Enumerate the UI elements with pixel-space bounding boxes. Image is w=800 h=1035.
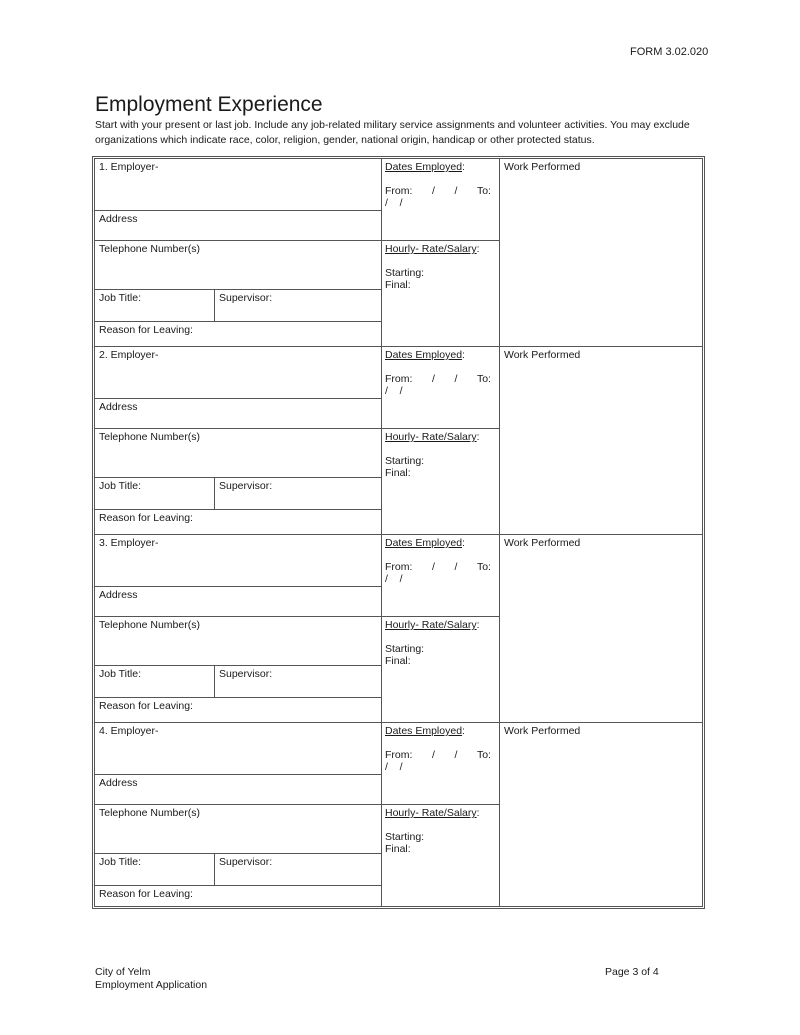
slash: / (399, 385, 403, 397)
reason-field[interactable] (95, 510, 382, 535)
telephone-label: Telephone Number(s) (99, 243, 200, 255)
address-field[interactable] (95, 775, 382, 805)
colon: : (476, 243, 480, 255)
slash: / (399, 573, 403, 585)
dates-employed-label: Dates Employed (385, 161, 463, 173)
address-field[interactable] (95, 211, 382, 241)
colon: : (462, 537, 465, 549)
employer-block-1 (95, 159, 702, 347)
job-title-label: Job Title: (99, 480, 142, 492)
slash: / (431, 561, 435, 573)
supervisor-label: Supervisor: (219, 668, 273, 680)
job-title-label: Job Title: (99, 668, 142, 680)
from-label: From: (385, 373, 413, 385)
employer-label: 2. Employer- (99, 349, 159, 361)
work-performed-label: Work Performed (504, 537, 581, 549)
reason-field[interactable] (95, 322, 382, 347)
slash: / (385, 385, 388, 397)
reason-field[interactable] (95, 698, 382, 723)
telephone-label: Telephone Number(s) (99, 619, 200, 631)
address-label: Address (99, 777, 138, 789)
slash: / (385, 761, 388, 773)
dates-employed-field[interactable] (382, 347, 500, 429)
final-label: Final: (385, 279, 411, 291)
final-label: Final: (385, 843, 411, 855)
starting-label: Starting: (385, 643, 425, 655)
hourly-label: Hourly- Rate/Salary (385, 243, 477, 255)
dates-employed-field[interactable] (382, 723, 500, 805)
work-performed-label: Work Performed (504, 349, 581, 361)
page-number: Page 3 of 4 (605, 966, 659, 978)
from-label: From: (385, 185, 413, 197)
supervisor-label: Supervisor: (219, 856, 273, 868)
job-title-field[interactable] (95, 478, 215, 510)
footer-org: City of Yelm (95, 966, 151, 978)
work-performed-label: Work Performed (504, 725, 581, 737)
employer-block-2 (95, 347, 702, 535)
employer-label: 3. Employer- (99, 537, 159, 549)
reason-label: Reason for Leaving: (99, 512, 193, 524)
date-slashes (385, 761, 495, 773)
colon: : (476, 431, 480, 443)
dates-employed-label: Dates Employed (385, 537, 463, 549)
page-title: Employment Experience (95, 93, 323, 116)
colon: : (462, 725, 465, 737)
address-field[interactable] (95, 587, 382, 617)
to-label: To: (476, 373, 491, 385)
from-label: From: (385, 749, 413, 761)
supervisor-field[interactable] (215, 290, 382, 322)
final-label: Final: (385, 467, 411, 479)
telephone-label: Telephone Number(s) (99, 431, 200, 443)
date-range (385, 373, 491, 385)
salary-field[interactable] (382, 241, 500, 347)
starting-label: Starting: (385, 455, 425, 467)
employer-block-3 (95, 535, 702, 723)
telephone-field[interactable] (95, 805, 382, 854)
colon: : (462, 349, 465, 361)
dates-employed-field[interactable] (382, 159, 500, 241)
telephone-field[interactable] (95, 617, 382, 666)
form-number: FORM 3.02.020 (630, 46, 709, 58)
slash: / (385, 197, 388, 209)
date-range (385, 185, 491, 197)
employer-field[interactable] (95, 347, 382, 399)
employer-label: 1. Employer- (99, 161, 159, 173)
salary-field[interactable] (382, 805, 500, 906)
reason-label: Reason for Leaving: (99, 888, 193, 900)
address-field[interactable] (95, 399, 382, 429)
hourly-label: Hourly- Rate/Salary (385, 807, 477, 819)
footer-doc: Employment Application (95, 979, 208, 991)
address-label: Address (99, 589, 138, 601)
employer-field[interactable] (95, 535, 382, 587)
to-label: To: (476, 749, 491, 761)
date-slashes (385, 573, 495, 585)
date-range (385, 561, 491, 573)
slash: / (385, 573, 388, 585)
telephone-label: Telephone Number(s) (99, 807, 200, 819)
supervisor-field[interactable] (215, 478, 382, 510)
job-title-field[interactable] (95, 666, 215, 698)
dates-employed-field[interactable] (382, 535, 500, 617)
employer-field[interactable] (95, 723, 382, 775)
reason-field[interactable] (95, 886, 382, 906)
job-title-label: Job Title: (99, 856, 142, 868)
final-label: Final: (385, 655, 411, 667)
supervisor-label: Supervisor: (219, 292, 273, 304)
work-performed-field[interactable] (500, 347, 702, 535)
colon: : (462, 161, 465, 173)
hourly-label: Hourly- Rate/Salary (385, 431, 477, 443)
job-title-label: Job Title: (99, 292, 142, 304)
work-performed-field[interactable] (500, 535, 702, 723)
from-label: From: (385, 561, 413, 573)
supervisor-label: Supervisor: (219, 480, 273, 492)
telephone-field[interactable] (95, 429, 382, 478)
date-range (385, 749, 491, 761)
work-performed-label: Work Performed (504, 161, 581, 173)
employer-block-4 (95, 723, 702, 906)
employment-table (92, 156, 705, 909)
starting-label: Starting: (385, 267, 425, 279)
address-label: Address (99, 401, 138, 413)
footer-left (95, 966, 207, 992)
slash: / (454, 749, 458, 761)
colon: : (476, 807, 480, 819)
reason-label: Reason for Leaving: (99, 700, 193, 712)
hourly-label: Hourly- Rate/Salary (385, 619, 477, 631)
supervisor-field[interactable] (215, 854, 382, 886)
dates-employed-label: Dates Employed (385, 725, 463, 737)
dates-employed-label: Dates Employed (385, 349, 463, 361)
to-label: To: (476, 185, 491, 197)
slash: / (431, 185, 435, 197)
slash: / (454, 185, 458, 197)
colon: : (476, 619, 480, 631)
slash: / (399, 761, 403, 773)
salary-field[interactable] (382, 429, 500, 535)
employer-field[interactable] (95, 159, 382, 211)
slash: / (399, 197, 403, 209)
to-label: To: (476, 561, 491, 573)
employer-label: 4. Employer- (99, 725, 159, 737)
slash: / (454, 373, 458, 385)
salary-field[interactable] (382, 617, 500, 723)
address-label: Address (99, 213, 138, 225)
instructions: Start with your present or last job. Include any job-related military service assignments and volunteer activities. You may exclude organizations which indicate race, color, religion, gender, national origin, handicap or other protected status. (95, 119, 690, 146)
date-slashes (385, 385, 495, 397)
slash: / (431, 373, 435, 385)
work-performed-field[interactable] (500, 159, 702, 347)
date-slashes (385, 197, 495, 209)
telephone-field[interactable] (95, 241, 382, 290)
job-title-field[interactable] (95, 854, 215, 886)
supervisor-field[interactable] (215, 666, 382, 698)
work-performed-field[interactable] (500, 723, 702, 906)
slash: / (431, 749, 435, 761)
job-title-field[interactable] (95, 290, 215, 322)
reason-label: Reason for Leaving: (99, 324, 193, 336)
starting-label: Starting: (385, 831, 425, 843)
slash: / (454, 561, 458, 573)
